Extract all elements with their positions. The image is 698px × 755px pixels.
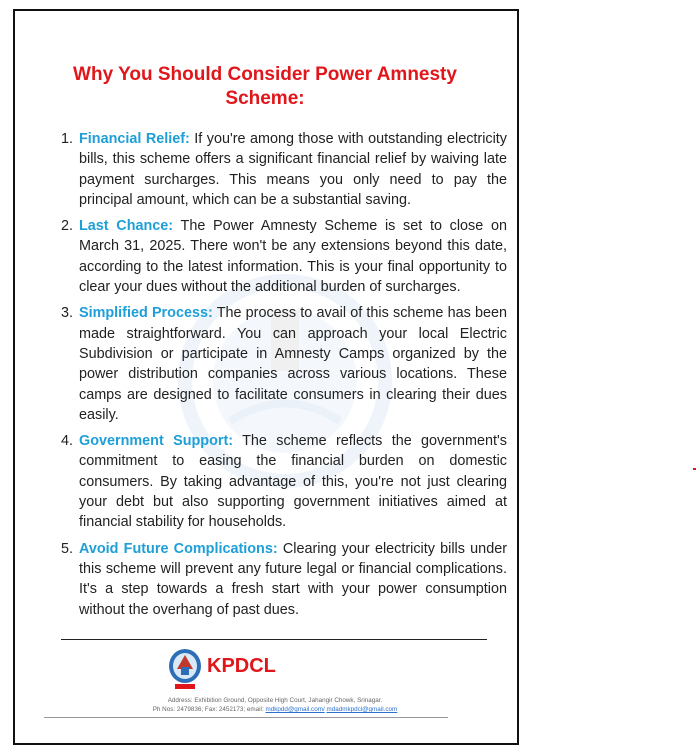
list-item-heading: Avoid Future Complications: xyxy=(79,540,278,557)
page-title: Why You Should Consider Power Amnesty Scheme: xyxy=(73,64,457,109)
list-item-heading: Last Chance: xyxy=(79,218,174,235)
footer-address: Address: Exhibition Ground, Opposite High Court, Jahangir Chowk, Srinagar. xyxy=(167,697,383,704)
list-item-text: Clearing your electricity bills under this scheme will prevent any future legal or financial complications. It's a step towards a fresh start with your power consumption without the overhang of past dues. xyxy=(79,540,507,618)
stray-red-mark xyxy=(693,468,696,470)
list-item xyxy=(77,539,507,620)
list-item xyxy=(77,431,507,532)
footer-bottom-rule xyxy=(44,717,448,718)
list-item-text: If you're among those with outstanding electricity bills, this scheme offers a significant financial relief by waiving late payment surcharges. This means you only need to pay the principal amount, which can be a substantial saving. xyxy=(79,131,507,208)
footer-phone-line xyxy=(85,705,465,714)
document-page xyxy=(13,9,519,745)
list-item-text: The process to avail of this scheme has been made straightforward. You can approach your local Electric Subdivision or participate in Amnesty Camps organized by the power distribution companies across various locations. These camps are designed to facilitate consumers in clearing their dues easily. xyxy=(79,305,507,423)
list-item xyxy=(77,216,507,297)
brand-name: KPDCL xyxy=(207,655,276,677)
footer-divider xyxy=(61,639,487,640)
footer-phone-fax: Ph Nos: 2479836; Fax: 2452173; email: xyxy=(152,706,264,713)
list-item-heading: Financial Relief: xyxy=(79,131,190,147)
email-link-primary[interactable]: mdkpdd@gmail.com/ xyxy=(265,706,325,713)
list-item-heading: Government Support: xyxy=(79,433,234,450)
list-item-heading: Simplified Process: xyxy=(79,305,213,322)
footer-contact xyxy=(85,696,465,714)
kpdcl-logo-icon xyxy=(167,647,203,691)
list-item-text: The scheme reflects the government's commitment to easing the financial burden on domestic consumers. By taking advantage of this, you're not just clearing your debt but also supporting government initiatives aimed at financial stability for households. xyxy=(79,433,507,531)
list-item xyxy=(77,129,507,210)
list-item-text: The Power Amnesty Scheme is set to close on March 31, 2025. There won't be any extensions beyond this date, according to the latest information. This is your final opportunity to clear your dues without the additional burden of surcharges. xyxy=(79,218,507,296)
benefits-list xyxy=(57,129,507,626)
email-link-secondary[interactable]: mdadmkpdcl@gmail.com xyxy=(326,706,398,713)
list-item xyxy=(77,303,507,425)
